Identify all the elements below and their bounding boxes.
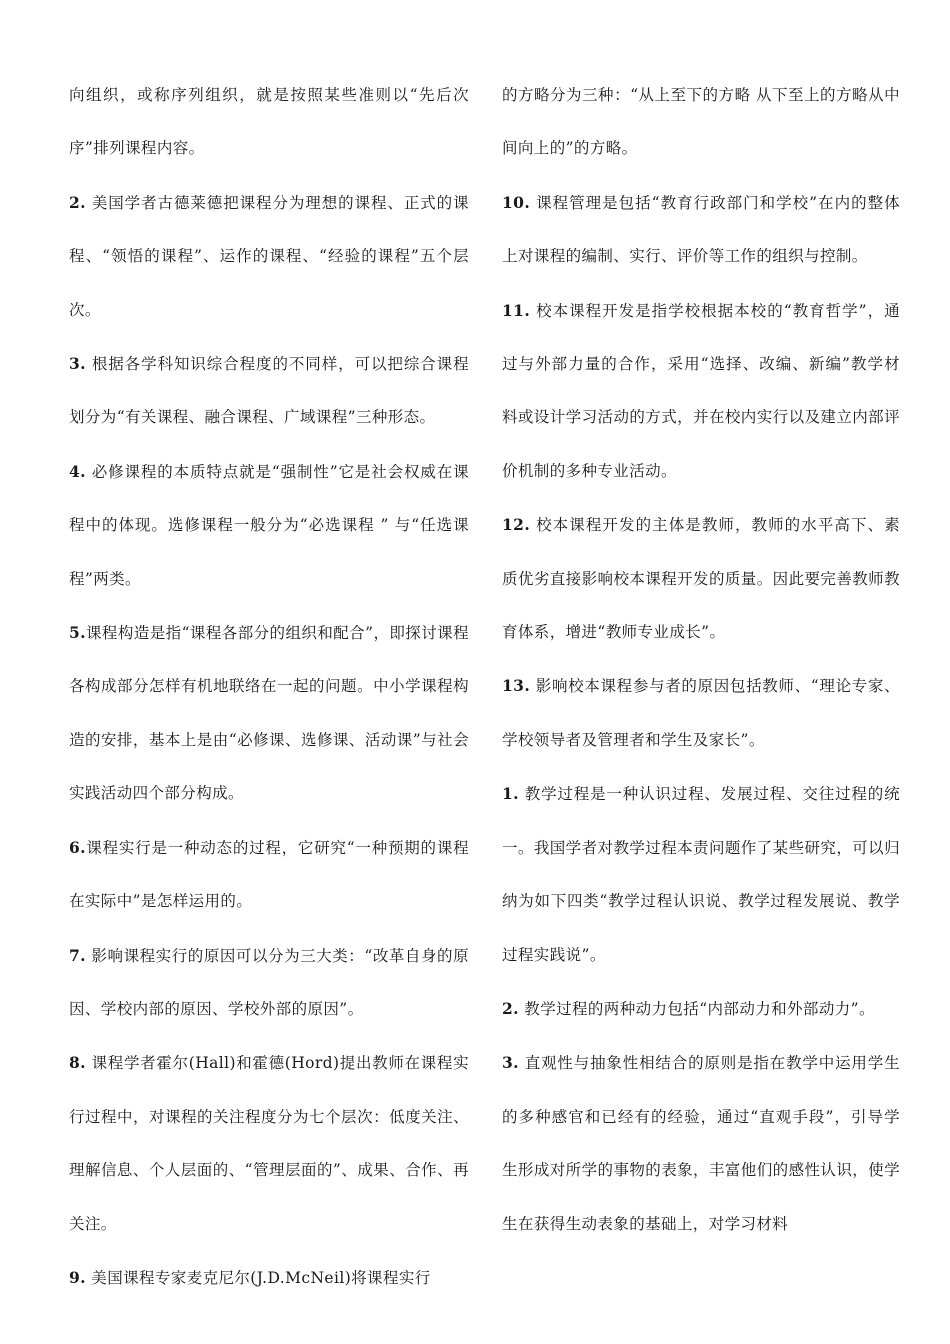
item-text: 课程构造是指“课程各部分的组织和配合”，即探讨课程各构成部分怎样有机地联络在一起的问题。中小学课程构造的安排，基本上是由“必修课、选修课、活动课”与社会实践活动四个部分构成。 bbox=[69, 624, 469, 803]
item-number: 7. bbox=[69, 945, 86, 965]
paragraph bbox=[69, 929, 469, 1037]
item-number: 2. bbox=[69, 192, 86, 212]
paragraph bbox=[502, 498, 900, 659]
paragraph bbox=[502, 659, 900, 767]
item-text: 课程实行是一种动态的过程，它研究“一种预期的课程在实际中”是怎样运用的。 bbox=[69, 838, 469, 911]
paragraph bbox=[69, 821, 469, 929]
item-text: 直观性与抽象性相结合的原则是指在教学中运用学生的多种感官和已经有的经验，通过“直观手段”，引导学生形成对所学的事物的表象，丰富他们的感性认识，使学生在获得生动表象的基础上，对学习材料 bbox=[502, 1054, 900, 1233]
item-text: 根据各学科知识综合程度的不同样，可以把综合课程划分为“有关课程、融合课程、广域课程”三种形态。 bbox=[69, 355, 469, 427]
item-number: 10. bbox=[502, 192, 531, 212]
item-number: 11. bbox=[502, 300, 531, 320]
item-number: 1. bbox=[502, 784, 519, 804]
item-text: 校本课程开发的主体是教师，教师的水平高下、素质优劣直接影响校本课程开发的质量。因此要完善教师教育体系，增进“教师专业成长”。 bbox=[502, 516, 900, 642]
item-text: 美国学者古德莱德把课程分为理想的课程、正式的课程、“领悟的课程”、运作的课程、“经验的课程”五个层次。 bbox=[69, 193, 469, 319]
paragraph bbox=[69, 176, 469, 337]
item-text: 课程学者霍尔(Hall)和霍德(Hord)提出教师在课程实行过程中，对课程的关注程度分为七个层次：低度关注、理解信息、个人层面的、“管理层面的”、成果、合作、再关注。 bbox=[69, 1054, 469, 1233]
left-column bbox=[69, 68, 469, 1305]
paragraph bbox=[502, 284, 900, 499]
item-number: 6. bbox=[69, 837, 86, 857]
item-number: 13. bbox=[502, 676, 531, 696]
item-number: 4. bbox=[69, 461, 86, 481]
item-number: 3. bbox=[502, 1053, 519, 1073]
paragraph bbox=[502, 1036, 900, 1251]
paragraph bbox=[69, 445, 469, 606]
item-text: 向组织，或称序列组织，就是按照某些准则以“先后次序”排列课程内容。 bbox=[69, 86, 469, 158]
item-number: 8. bbox=[69, 1053, 86, 1073]
item-text: 美国课程专家麦克尼尔(J.D.McNeil)将课程实行 bbox=[85, 1268, 431, 1287]
item-number: 2. bbox=[502, 998, 519, 1018]
item-text: 的方略分为三种：“从上至下的方略 从下至上的方略从中间向上的”的方略。 bbox=[502, 86, 900, 158]
paragraph bbox=[69, 68, 469, 176]
item-text: 校本课程开发是指学校根据本校的“教育哲学”，通过与外部力量的合作，采用“选择、改编、新编”教学材料或设计学习活动的方式，并在校内实行以及建立内部评价机制的多种专业活动。 bbox=[502, 301, 900, 480]
paragraph bbox=[502, 767, 900, 982]
paragraph bbox=[502, 176, 900, 284]
item-text: 影响校本课程参与者的原因包括教师、“理论专家、学校领导者及管理者和学生及家长”。 bbox=[502, 677, 900, 749]
item-number: 9. bbox=[69, 1267, 86, 1287]
right-column bbox=[502, 68, 900, 1305]
item-number: 5. bbox=[69, 623, 86, 643]
item-text: 教学过程是一种认识过程、发展过程、交往过程的统一。我国学者对教学过程本责问题作了某些研究，可以归纳为如下四类“教学过程认识说、教学过程发展说、教学过程实践说”。 bbox=[502, 785, 900, 964]
paragraph bbox=[502, 68, 900, 176]
item-text: 课程管理是包括“教育行政部门和学校”在内的整体上对课程的编制、实行、评价等工作的组织与控制。 bbox=[502, 193, 900, 266]
paragraph bbox=[502, 982, 900, 1036]
item-number: 3. bbox=[69, 354, 86, 374]
paragraph bbox=[69, 1251, 469, 1305]
item-text: 教学过程的两种动力包括“内部动力和外部动力”。 bbox=[518, 999, 875, 1018]
item-number: 12. bbox=[502, 515, 531, 535]
paragraph bbox=[69, 606, 469, 821]
item-text: 影响课程实行的原因可以分为三大类：“改革自身的原因、学校内部的原因、学校外部的原因”。 bbox=[69, 946, 469, 1018]
paragraph bbox=[69, 1036, 469, 1251]
two-column-layout bbox=[69, 68, 900, 1305]
item-text: 必修课程的本质特点就是“强制性”它是社会权威在课程中的体现。选修课程一般分为“必选课程 ” 与“任选课程”两类。 bbox=[69, 462, 469, 588]
paragraph bbox=[69, 337, 469, 445]
